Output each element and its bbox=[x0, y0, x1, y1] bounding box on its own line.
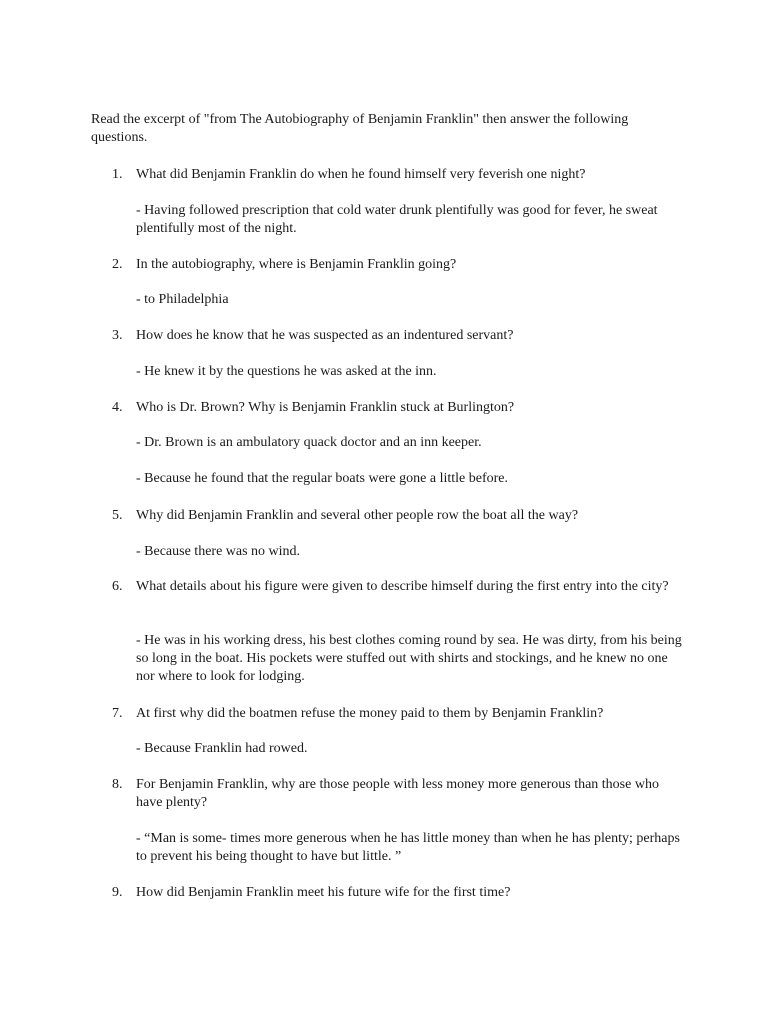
question-number: 7. bbox=[112, 706, 123, 721]
question-number: 5. bbox=[112, 508, 123, 523]
question-number: 2. bbox=[112, 257, 123, 272]
question-number: 8. bbox=[112, 777, 123, 792]
question-number: 3. bbox=[112, 328, 123, 343]
question-number: 4. bbox=[112, 400, 123, 415]
answer-text: - Because there was no wind. bbox=[136, 544, 301, 559]
question-text: Why did Benjamin Franklin and several other people row the boat all the way? bbox=[136, 508, 579, 523]
question-text: Who is Dr. Brown? Why is Benjamin Franklin stuck at Burlington? bbox=[136, 400, 515, 415]
question-text: At first why did the boatmen refuse the money paid to them by Benjamin Franklin? bbox=[136, 706, 604, 721]
question-text: How did Benjamin Franklin meet his future wife for the first time? bbox=[136, 885, 511, 900]
answer-text: - He knew it by the questions he was asked at the inn. bbox=[136, 364, 437, 379]
question-number: 6. bbox=[112, 579, 123, 594]
question-text: In the autobiography, where is Benjamin Franklin going? bbox=[136, 257, 457, 272]
answer-text: - Dr. Brown is an ambulatory quack doctor and an inn keeper. bbox=[136, 435, 482, 450]
question-text: What did Benjamin Franklin do when he found himself very feverish one night? bbox=[136, 167, 586, 182]
answer-text: - to Philadelphia bbox=[136, 292, 229, 307]
answer-text: - Because he found that the regular boats were gone a little before. bbox=[136, 471, 509, 486]
answer-text: - He was in his working dress, his best clothes coming round by sea. He was dirty, from his being so long in the boat. His pockets were stuffed out with shirts and stockings, and he knew no one nor where to look for lodging. bbox=[136, 633, 682, 684]
question-number: 1. bbox=[112, 167, 123, 182]
question-number: 9. bbox=[112, 885, 123, 900]
answer-text: - “Man is some- times more generous when he has little money than when he has plenty; perhaps to prevent his being thought to have but little. ” bbox=[136, 831, 680, 864]
question-text: For Benjamin Franklin, why are those people with less money more generous than those who have plenty? bbox=[136, 777, 659, 810]
question-text: How does he know that he was suspected as an indentured servant? bbox=[136, 328, 514, 343]
question-text: What details about his figure were given to describe himself during the first entry into the city? bbox=[136, 579, 669, 594]
instructions: Read the excerpt of "from The Autobiography of Benjamin Franklin" then answer the following questions. bbox=[91, 112, 629, 145]
answer-text: - Having followed prescription that cold water drunk plentifully was good for fever, he sweat plentifully most of the night. bbox=[136, 203, 658, 236]
answer-text: - Because Franklin had rowed. bbox=[136, 741, 308, 756]
